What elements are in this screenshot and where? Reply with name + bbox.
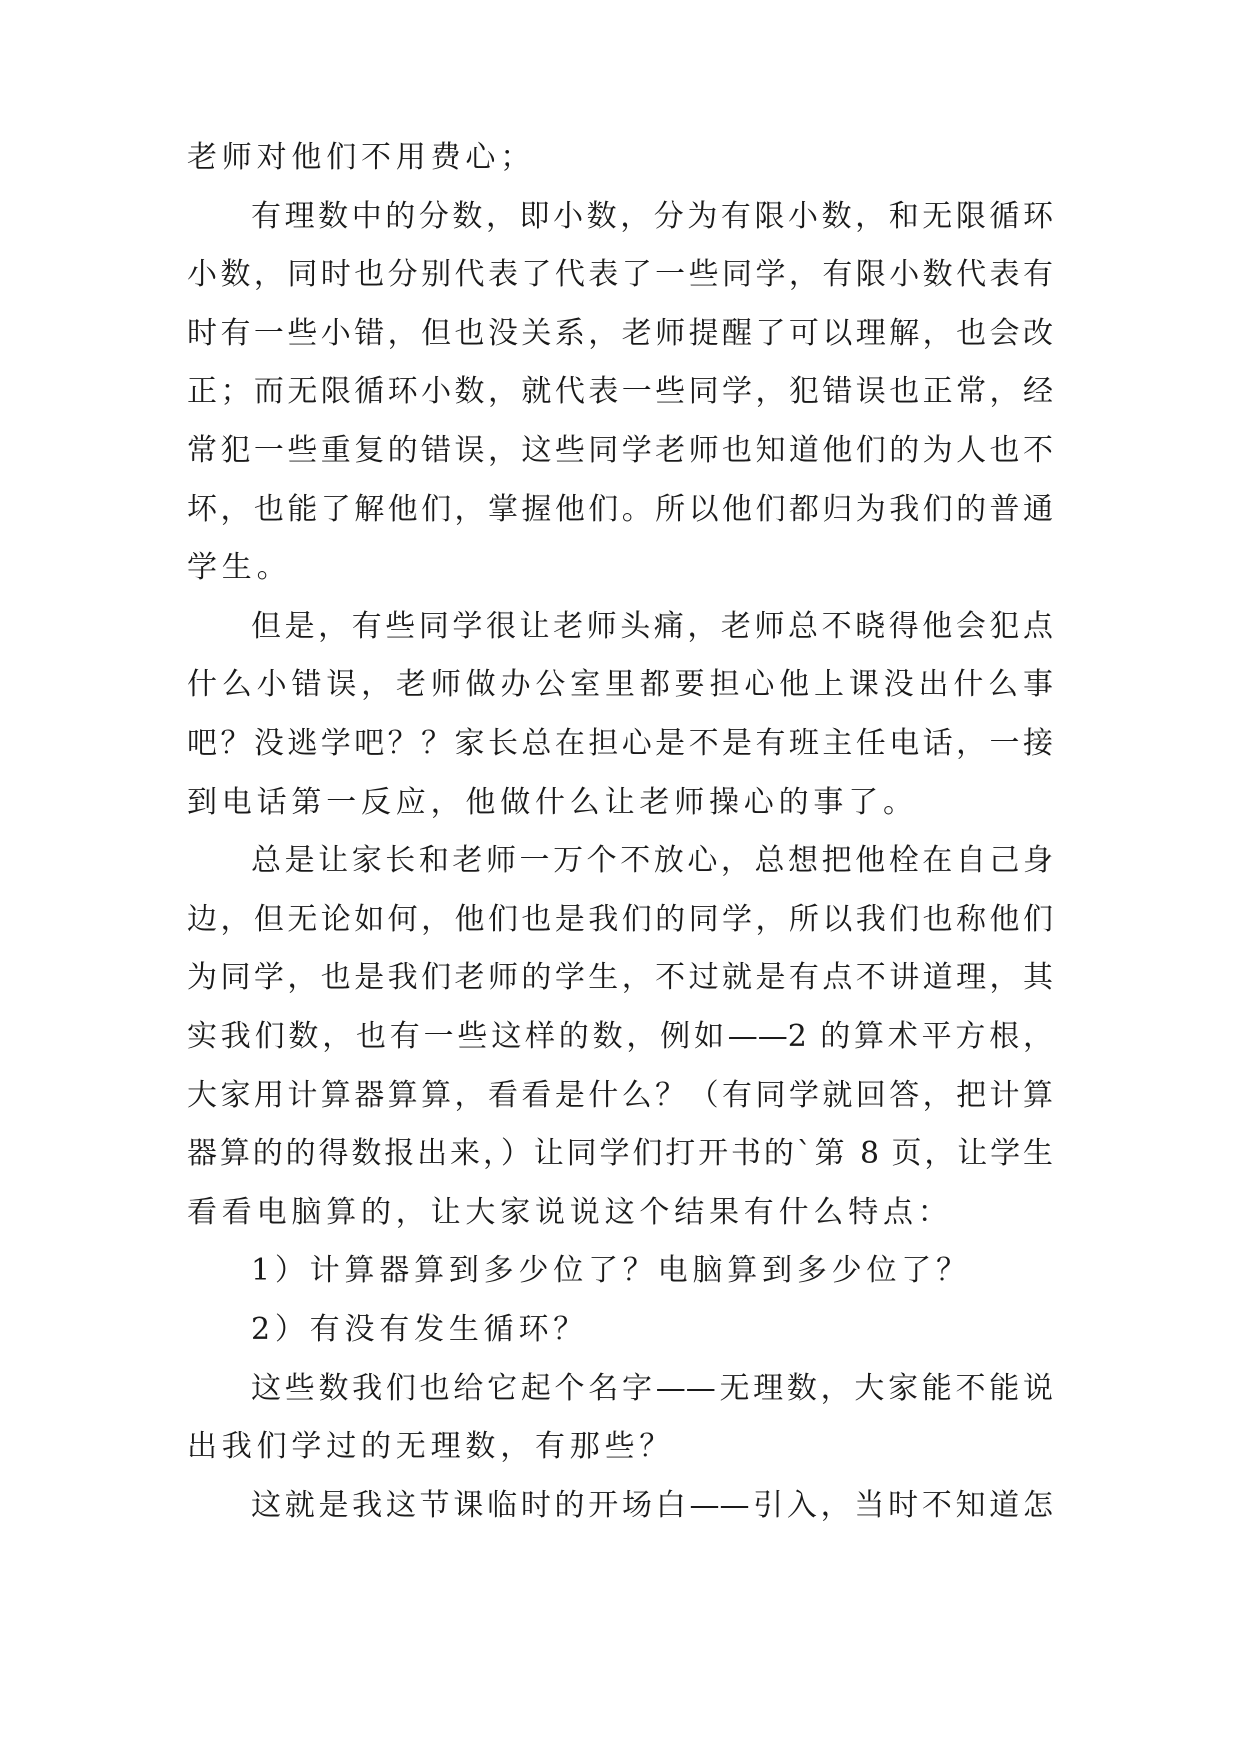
text-line: 常犯一些重复的错误，这些同学老师也知道他们的为人也不	[187, 433, 1053, 468]
text-line: 2）有没有发生循环？	[251, 1312, 589, 1347]
text-line: 边，但无论如何，他们也是我们的同学，所以我们也称他们	[187, 902, 1053, 937]
text-line: 看看电脑算的，让大家说说这个结果有什么特点：	[187, 1195, 953, 1230]
text-line: 小数，同时也分别代表了代表了一些同学，有限小数代表有	[187, 257, 1053, 292]
text-line: 大家用计算器算算，看看是什么？（有同学就回答，把计算	[187, 1078, 1053, 1113]
text-line: 吧？没逃学吧？？家长总在担心是不是有班主任电话，一接	[187, 726, 1053, 761]
text-line: 为同学，也是我们老师的学生，不过就是有点不讲道理，其	[187, 960, 1053, 995]
text-line: 时有一些小错，但也没关系，老师提醒了可以理解，也会改	[187, 316, 1053, 351]
text-line: 老师对他们不用费心；	[187, 140, 535, 175]
text-line: 但是，有些同学很让老师头痛，老师总不晓得他会犯点	[251, 609, 1053, 644]
text-line: 1）计算器算到多少位了？电脑算到多少位了？	[251, 1253, 971, 1288]
text-line: 学生。	[187, 550, 292, 585]
text-line: 坏，也能了解他们，掌握他们。所以他们都归为我们的普通	[187, 492, 1053, 527]
text-line: 实我们数，也有一些这样的数，例如——2 的算术平方根，	[187, 1019, 1053, 1054]
text-line: 这就是我这节课临时的开场白——引入，当时不知道怎	[251, 1488, 1053, 1523]
text-line: 什么小错误，老师做办公室里都要担心他上课没出什么事	[187, 667, 1053, 702]
text-line: 有理数中的分数，即小数，分为有限小数，和无限循环	[251, 199, 1053, 234]
text-line: 这些数我们也给它起个名字——无理数，大家能不能说	[251, 1371, 1053, 1406]
text-line: 到电话第一反应，他做什么让老师操心的事了。	[187, 785, 918, 820]
text-line: 出我们学过的无理数，有那些？	[187, 1429, 675, 1464]
text-line: 总是让家长和老师一万个不放心，总想把他栓在自己身	[251, 843, 1053, 878]
text-line: 器算的的得数报出来，）让同学们打开书的`第 8 页，让学生	[187, 1136, 1053, 1171]
text-line: 正；而无限循环小数，就代表一些同学，犯错误也正常，经	[187, 374, 1053, 409]
